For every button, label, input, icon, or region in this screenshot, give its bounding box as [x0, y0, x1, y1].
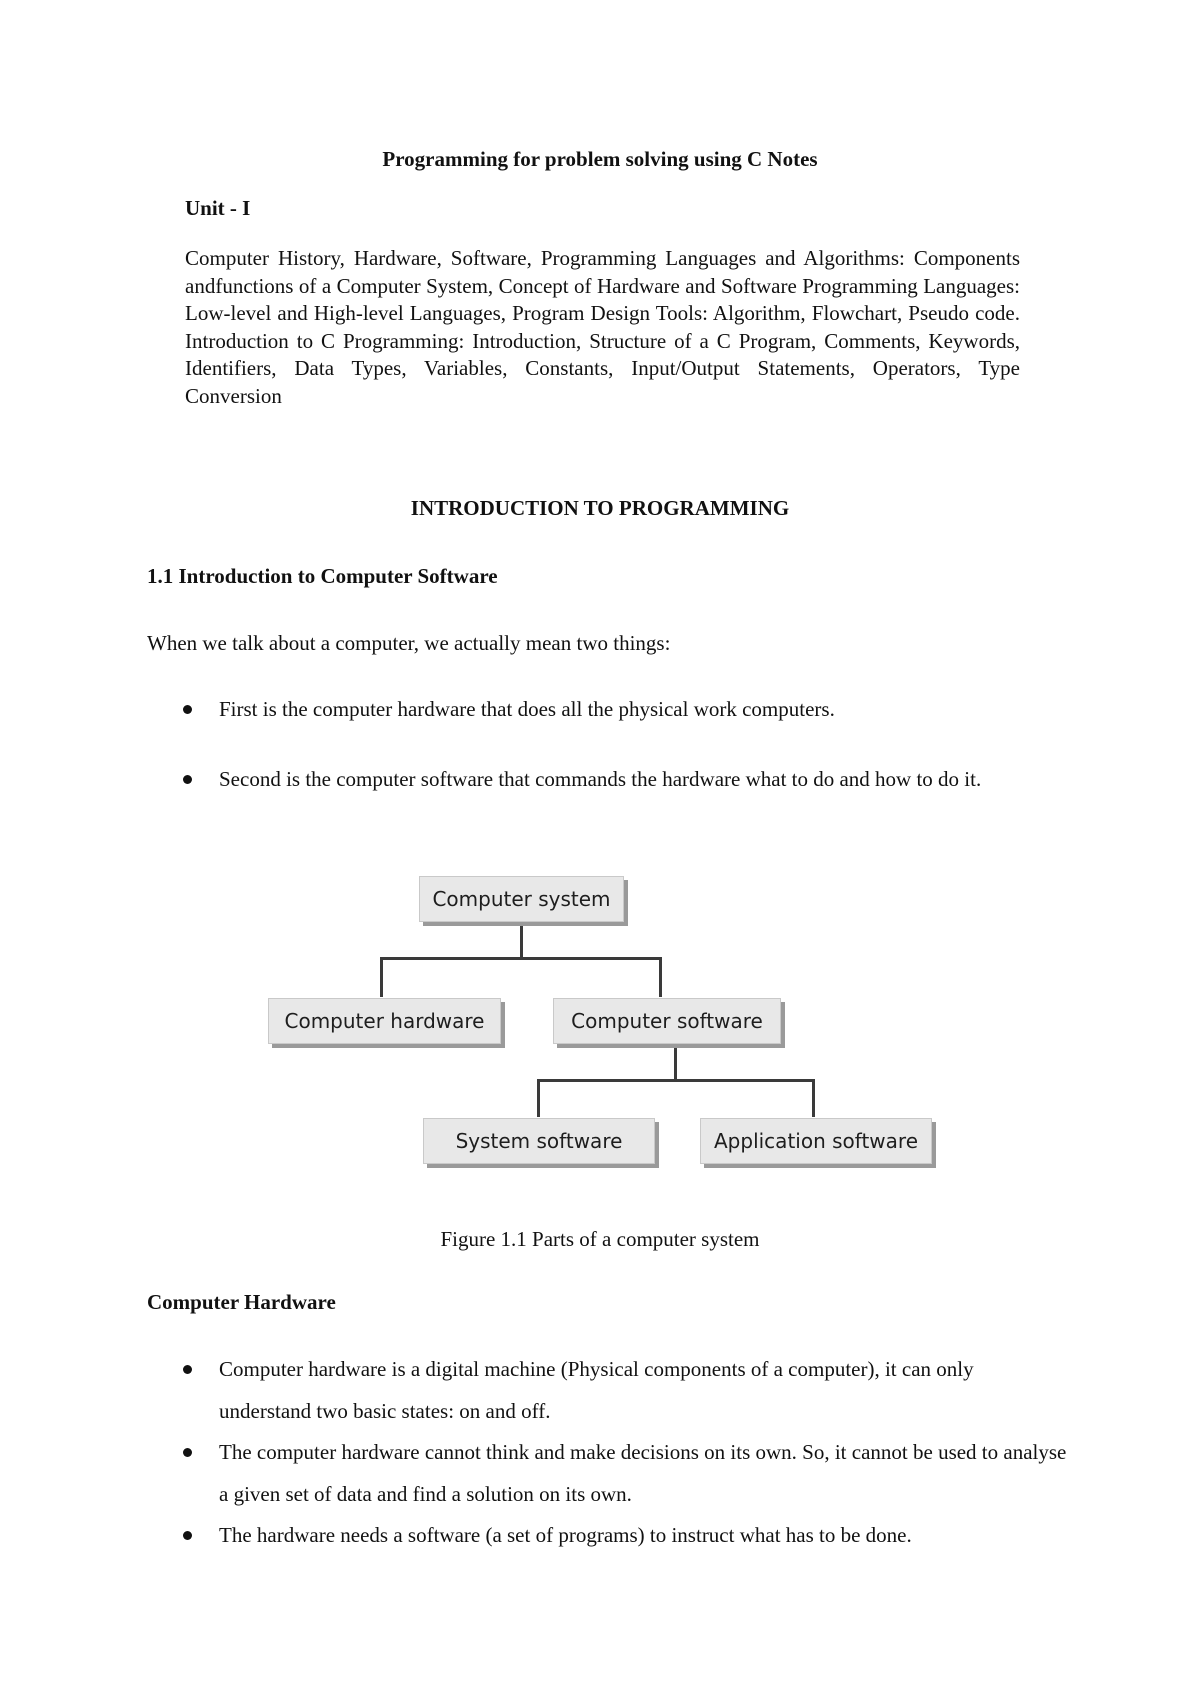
list-item-text: Computer hardware is a digital machine (Physical components of a computer), it can only understand two basic states: on and off.	[219, 1357, 974, 1423]
connector-root-down	[520, 922, 523, 958]
list-item	[147, 1515, 1067, 1557]
connector-software-horizontal	[537, 1079, 815, 1082]
node-application-software: Application software	[700, 1118, 932, 1164]
bullet-icon	[183, 1448, 192, 1457]
hardware-facts-list	[147, 1349, 1067, 1557]
bullet-icon	[183, 775, 192, 784]
connector-to-application-software	[812, 1079, 815, 1117]
connector-to-hardware	[380, 957, 383, 997]
list-item	[147, 1432, 1067, 1515]
node-system-software: System software	[423, 1118, 655, 1164]
bullet-icon	[183, 705, 192, 714]
computer-parts-list	[147, 689, 1067, 800]
node-computer-software: Computer software	[553, 998, 781, 1044]
syllabus-paragraph: Computer History, Hardware, Software, Programming Languages and Algorithms: Components andfunctions of a Computer System, Concept of Hardware and Software Programming Languages: Low-level and High-level Languages, Program Design Tools: Algorithm, Flowchart, Pseudo code. Introduction to C Programming: Introduction, Structure of a C Program, Comments, Keywords, Identifiers, Data Types, Variables, Constants, Input/Output Statements, Operators, Type Conversion	[185, 246, 1020, 408]
connector-root-horizontal	[380, 957, 662, 960]
list-item	[147, 689, 1067, 731]
bullet-icon	[183, 1365, 192, 1374]
connector-to-system-software	[537, 1079, 540, 1117]
section-title: INTRODUCTION TO PROGRAMMING	[410, 496, 790, 520]
connector-software-down	[674, 1044, 677, 1080]
document-title: Programming for problem solving using C Notes	[382, 147, 818, 171]
list-item-text: The computer hardware cannot think and make decisions on its own. So, it cannot be used to analyse a given set of data and find a solution on its own.	[219, 1440, 1067, 1506]
list-item-text: The hardware needs a software (a set of programs) to instruct what has to be done.	[219, 1523, 912, 1547]
list-item	[147, 759, 1067, 801]
connector-to-software	[659, 957, 662, 997]
figure-caption: Figure 1.1 Parts of a computer system	[440, 1227, 760, 1251]
intro-paragraph: When we talk about a computer, we actually mean two things:	[147, 631, 671, 655]
list-item-text: First is the computer hardware that does all the physical work computers.	[219, 697, 835, 721]
list-item-text: Second is the computer software that commands the hardware what to do and how to do it.	[219, 766, 982, 791]
subsection-heading-1-1: 1.1 Introduction to Computer Software	[147, 564, 498, 588]
list-item	[147, 1349, 1067, 1432]
node-computer-system: Computer system	[419, 876, 624, 922]
node-computer-hardware: Computer hardware	[268, 998, 501, 1044]
bullet-icon	[183, 1531, 192, 1540]
computer-hardware-heading: Computer Hardware	[147, 1290, 336, 1314]
unit-heading: Unit - I	[185, 196, 251, 220]
